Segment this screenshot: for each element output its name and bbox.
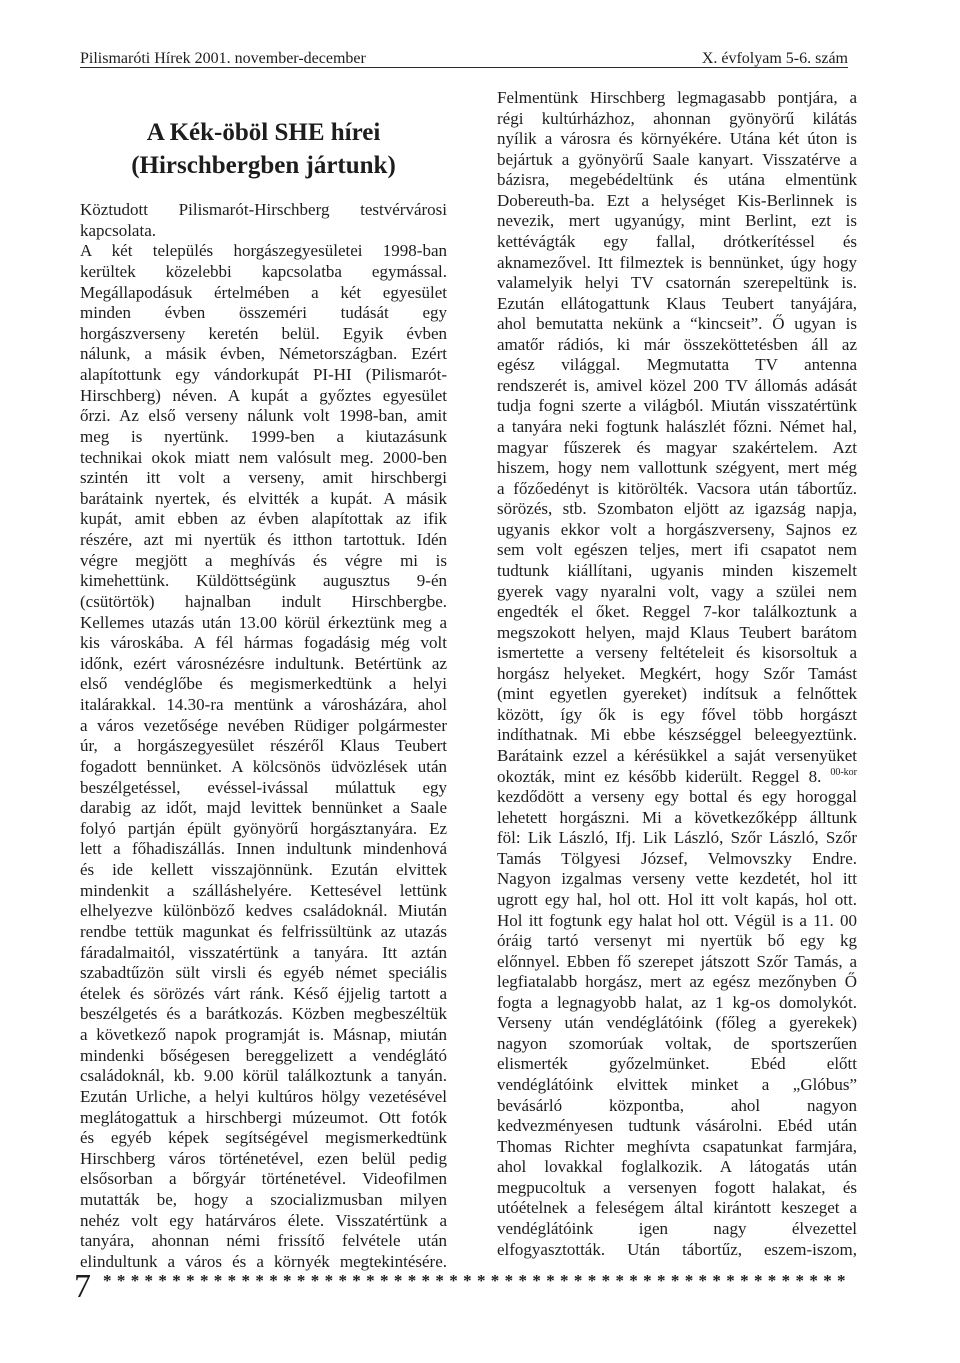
text-line: a város vezetősége nevében Rüdiger polgármester [80,715,447,735]
text-line: megpucoltuk a versenyen fogott halakat, és [497,1177,857,1197]
text-line: elhelyezve különböző kedves családoknál. Miután [80,901,447,921]
text-line: kettévágták egy fallal, drótkerítéssel és [497,231,857,251]
page-header [80,50,848,68]
text-line: a következő napok programját is. Másnap, miután [80,1025,447,1044]
text-line: barátaink nyertek, és elvitték a kupát. A másik [80,488,447,508]
text-line: (csütörtök) hajnalban indult Hirschbergbe. [80,591,447,611]
text-line: amatőr rádiós, ki már összeköttetésben áll az [497,334,857,354]
text-line: között, így ők is egy fővel több horgászt [497,704,857,724]
text-line: elfogyasztották. Után tábortűz, eszem-iszom, [497,1239,857,1259]
text-line: beszélgetéssel, evéssel-ivással múlattuk egy [80,777,447,797]
text-line: minden évben összeméri tudását egy [80,303,447,323]
text-line: meg is nyertünk. 1999-ben a kiutazásunk [80,426,447,446]
text-line: Hirschberg) néven. A kupát a győztes egyesület [80,385,447,405]
text-line: elindultunk a város és a környék megtekintésére. [80,1251,447,1271]
text-line: elsősorban a bőrgyár történetével. Videofilmen [80,1169,447,1189]
text-line: részére, azt mi nyertük és itthon tartottuk. Idén [80,530,447,549]
text-line: A két település horgászegyesületei 1998-ban [80,241,447,261]
text-line: egész világgal. Megmutatta TV antenna [497,355,857,375]
left-text-column [80,200,447,1273]
text-line: ugrott egy hal, hol ott. Hol itt volt kapás, hol ott. [497,889,857,909]
text-line: sem volt egészen teljes, mert ifi csapatot nem [497,540,857,560]
text-line: nyílik a városra és környékére. Utána két úton is [497,129,857,149]
text-line: Tamás Tölgyesi József, Velmovszky Endre. [497,848,857,868]
text-line: a tanyára neki fogtunk halászlét főzni. Német hal, [497,417,857,436]
text-line: engedték el őket. Reggel 7-kor találkoztunk a [497,602,857,622]
text-line: Megállapodásuk értelmében a két egyesület [80,282,447,302]
text-line: horgászverseny keretén belül. Egyik évben [80,323,447,343]
text-line: kedvezményesen tudtunk vásárolni. Ebéd után [497,1116,857,1136]
text-line: óráig tartó versenyt mi nyertük bő egy kg [497,931,857,951]
text-line: Barátaink ezzel a kérésükkel a saját versenyüket [497,746,857,765]
text-line: indíthatnak. Mi ebbe készséggel beleegyeztünk. [497,725,857,745]
text-line [497,767,857,788]
text-line: vendéglátóink igen nagy élvezettel [497,1218,857,1238]
text-line: darabig az időt, majd levittek bennünket a Saale [80,798,447,818]
text-line: kimehettünk. Küldöttségünk augusztus 9-én [80,571,447,591]
text-line: meglátogattuk a hirschbergi múzeumot. Ott fotók [80,1107,447,1127]
text-line: magyar fűszerek és magyar szakértelem. Azt [497,437,857,457]
text-line: Thomas Richter meghívta csapatunkat farmjára, [497,1136,857,1156]
text-line: ételek és sörözés várt ránk. Késő éjjelig tartott a [80,983,447,1003]
text-line: ugyanis ekkor volt a horgászverseny, Sajnos ez [497,519,857,539]
text-line: Hol itt fogtunk egy halat hol ott. Végül is a 11. 00 [497,910,857,930]
text-line: szabadtűzön sült virsli és egyéb német speciális [80,963,447,983]
text-line: Verseny után vendéglátóink (főleg a gyerekek) [497,1013,857,1033]
article-title: A Kék-öböl SHE hírei [146,119,381,146]
text-line: első vendéglőbe és megismerkedtünk a helyi [80,674,447,694]
text-line: technikai okok miatt nem valósult meg. 2000-ben [80,447,447,467]
text-line: megszokott helyen, majd Klaus Teubert barátom [497,622,857,642]
text-line: kupát, amit ebben az évben alapítottak az ifik [80,509,447,529]
text-line: bevásárló központba, ahol nagyon [497,1095,857,1115]
page-number: 7 [74,1268,91,1305]
text-line: tudtunk kiállítani, ugyanis minden kiszemelt [497,560,857,580]
text-line: Nagyon izgalmas verseny vette kezdetét, hol itt [497,869,857,889]
text-line: rendszerét is, amivel közel 200 TV állomás adását [497,375,857,395]
text-line: hiszem, hogy nem vallottunk szégyent, mert még [497,458,857,478]
text-line: Dobereuth-ba. Ezt a helységet Kis-Berlinnek is [497,190,857,210]
text-line: lehetett horgászni. Mi a következőképp álltunk [497,807,857,827]
text-line: a főzőedényt is kitörölték. Vacsora után tábortűz. [497,478,857,498]
text-line: folyó partján épült gyönyörű horgásztanyára. Ez [80,818,447,838]
text-line: mindenkit a szálláshelyére. Kettesével lettünk [80,880,447,900]
footer-asterisk-rule: ****************************************************** [103,1271,851,1290]
superscript-text: 00-kor [830,766,857,778]
text-line: italárakkal. 14.30-ra mentünk a városházára, ahol [80,695,447,714]
text-line: Kellemes utazás után 13.00 körül érkeztünk meg a [80,612,447,632]
text-line: mindenki bőségesen bereggelizett a vendéglátó [80,1045,447,1065]
text-line: nagyon szomorúak voltak, de sportszerűen [497,1033,857,1053]
text-line: ismertette a verseny feltételeit és kisorsoltuk a [497,643,857,663]
text-line: fogadott bennünket. A kölcsönös üdvözlések után [80,756,447,776]
text-line: őrzi. Az első verseny nálunk volt 1998-ban, amit [80,406,447,426]
text-line: aknamezővel. Itt filmeztek is bennünket, úgy hogy [497,252,857,272]
text-line: legfiatalabb horgász, mert az egész mezőnyben Ő [497,972,857,992]
text-line: beszélgetés és a barátkozás. Közben megbeszéltük [80,1004,447,1024]
text-line: Felmentünk Hirschberg legmagasabb pontjára, a [497,88,857,107]
text-line: lett a főhadiszállás. Innen indultunk mindenhová [80,839,447,859]
article-subtitle: (Hirschbergben jártunk) [131,152,396,179]
text-line: gyerek vagy nyaralni volt, vagy a szülei nem [497,581,857,601]
text-line: nehéz volt egy határváros élete. Visszatértünk a [80,1210,447,1230]
text-line: bázisra, megebédeltünk és utána elmentünk [497,170,857,190]
issue-number: X. évfolyam 5-6. szám [701,50,848,67]
text-line: és ide kellett visszajönnünk. Ezután elvittek [80,860,447,879]
text-line: fogta a legnagyobb halat, az 1 kg-os domolykót. [497,992,857,1012]
article-heading [80,116,447,182]
text-line: Hirschberg város történetével, ezen belül pedig [80,1148,447,1168]
text-line: tanyára, ahonnan némi frissítő felvétele után [80,1231,447,1251]
text-line: ahol bemutatta nekünk a “kincseit”. Ő ugyan is [497,314,857,334]
text-line: családoknál, kb. 9.00 körül találkoztunk a tanyán. [80,1066,447,1086]
text-line: kezdődött a verseny egy bottal és egy horoggal [497,787,857,807]
text-line: elismerték győzelmünket. Ebéd előtt [497,1054,857,1074]
text-line: előnnyel. Ebben fő szerepet játszott Szőr Tamás, a [497,951,857,971]
text-line: föl: Lik László, Ifj. Lik László, Szőr László, Szőr [497,828,857,848]
text-line: Ezután ellátogattunk Klaus Teubert tanyájára, [497,293,857,313]
text-line: utóételnek a feleségem által kirántott keszeget a [497,1198,857,1218]
text-line: nevezik, mert ugyanúgy, mint Berlint, ezt is [497,211,857,231]
text-line: sörözés, stb. Szombaton eljött az igazság napja, [497,499,857,519]
text-line: rendbe tettük magunkat és felfrissültünk az utazás [80,921,447,941]
text-line: úr, a horgászegyesület részéről Klaus Teubert [80,736,447,756]
right-text-column [497,88,857,1260]
text-line: végre megjött a meghívás és végre mi is [80,550,447,570]
publication-name: Pilismaróti Hírek 2001. november-december [80,50,366,67]
text-line-main: okozták, mint ez később kiderült. Reggel 8. [497,766,831,786]
text-line: valamelyik helyi TV csatornán szerepeltünk is. [497,273,857,293]
text-line: és egyéb képek segítségével megismerkedtünk [80,1128,447,1148]
text-line: alapítottunk egy vándorkupát PI-HI (Pilismarót- [80,365,447,384]
text-line: nálunk, a másik évben, Németországban. Ezért [80,344,447,364]
text-line: kapcsolata. [80,220,156,240]
text-line: (mint egyetlen gyereket) indítsuk a felnőttek [497,684,857,704]
text-line: horgász helyeket. Megkért, hogy Szőr Tamást [497,663,857,683]
text-line: szintén itt volt a verseny, amit hirschbergi [80,468,447,488]
text-line: Köztudott Pilismarót-Hirschberg testvérvárosi [80,200,447,219]
text-line: vendéglátóink elvittek minket a „Glóbus” [497,1075,857,1094]
text-line: fáradalmaitól, visszatértünk a tanyára. Itt aztán [80,942,447,962]
text-line: időnk, ezért városnézésre indultunk. Betértünk az [80,653,447,673]
text-line: ahol lovakkal foglalkozik. A látogatás után [497,1157,857,1177]
text-line: bejártuk a gyönyörű Saale kanyart. Visszatérve a [497,149,857,169]
text-line: tudja fogni szerte a világból. Miután visszatértünk [497,396,857,416]
text-line: régi kultúrházhoz, ahonnan gyönyörű kilátás [497,108,857,128]
text-line: Ezután Urliche, a helyi kultúros hölgy vezetésével [80,1086,447,1106]
text-line: kis városkába. A fél hármas fogadásig még volt [80,633,447,653]
text-line: kerültek közelebbi kapcsolatba egymással. [80,261,447,281]
text-line: mutatták be, hogy a szocializmusban milyen [80,1190,447,1209]
